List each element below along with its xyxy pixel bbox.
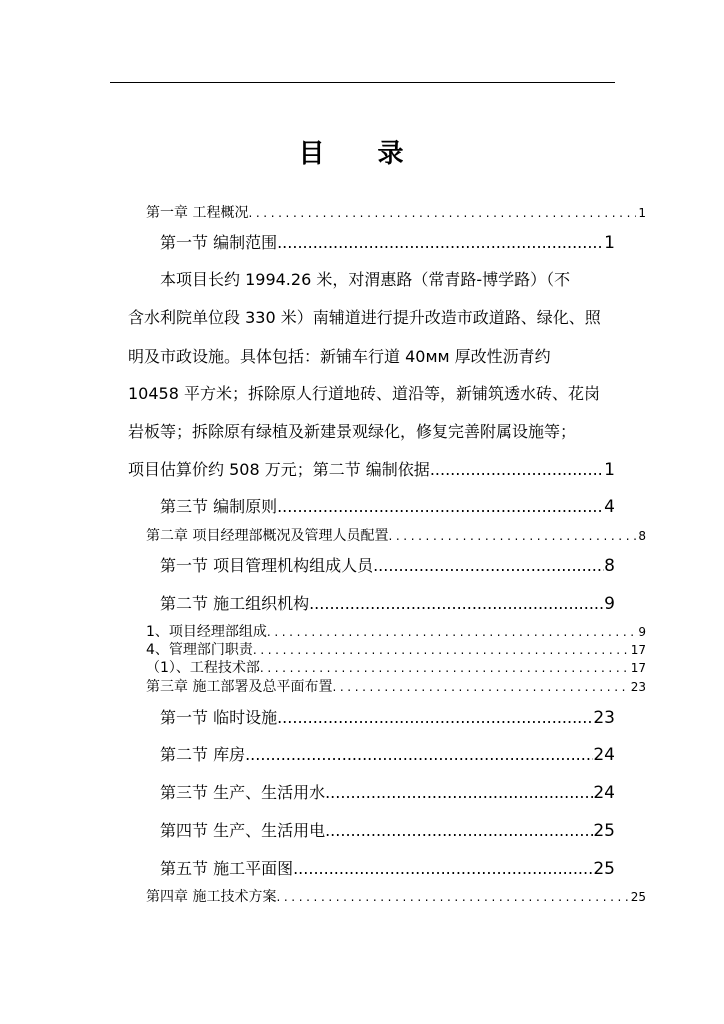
toc-page: 1 bbox=[604, 233, 615, 253]
body-text-line: 含水利院单位段 330 米）南辅道进行提升改造市政道路、绿化、照 bbox=[128, 308, 601, 327]
toc-leader bbox=[276, 890, 628, 904]
toc-label: 第二章 项目经理部概况及管理人员配置 bbox=[146, 528, 389, 544]
toc-page: 17 bbox=[630, 643, 646, 657]
toc-label: 第四章 施工技术方案 bbox=[146, 889, 277, 905]
toc-leader bbox=[253, 643, 629, 657]
toc-page: 8 bbox=[638, 529, 646, 543]
toc-page: 25 bbox=[593, 821, 615, 841]
toc-entry[interactable] bbox=[146, 621, 646, 641]
toc-page: 23 bbox=[593, 708, 615, 728]
toc-entry[interactable] bbox=[146, 525, 646, 545]
page-title: 目 录 bbox=[298, 139, 426, 169]
toc-label: 第一节 项目管理机构组成人员 bbox=[160, 556, 374, 575]
toc-entry[interactable] bbox=[146, 676, 646, 696]
toc-entry[interactable] bbox=[160, 705, 615, 728]
toc-leader bbox=[245, 745, 593, 764]
toc-label: 第二节 施工组织机构 bbox=[160, 594, 310, 613]
toc-page: 4 bbox=[604, 497, 615, 517]
toc-page: 24 bbox=[593, 745, 615, 765]
toc-entry[interactable] bbox=[146, 202, 646, 222]
toc-page: 8 bbox=[604, 556, 615, 576]
body-text-line: 本项目长约 1994.26 米，对渭惠路（常青路-博学路）（不 bbox=[160, 270, 571, 289]
toc-label: 第三节 生产、生活用水 bbox=[160, 783, 326, 802]
toc-page: 9 bbox=[638, 625, 646, 639]
toc-leader bbox=[309, 594, 604, 613]
toc-page: 23 bbox=[630, 680, 646, 694]
body-text-line: 岩板等；拆除原有绿植及新建景观绿化，修复完善附属设施等； bbox=[128, 422, 577, 441]
toc-entry[interactable] bbox=[160, 856, 615, 879]
toc-label: 4、管理部门职责 bbox=[146, 642, 253, 658]
body-text-line: 明及市政设施。具体包括：新铺车行道 40ᴍᴍ 厚改性沥青约 bbox=[128, 347, 551, 366]
toc-label: 第三章 施工部署及总平面布置 bbox=[146, 679, 333, 695]
toc-page: 25 bbox=[630, 890, 646, 904]
toc-page: 9 bbox=[604, 594, 615, 614]
toc-entry[interactable] bbox=[160, 494, 615, 517]
toc-entry[interactable] bbox=[160, 780, 615, 803]
toc-entry[interactable] bbox=[160, 818, 615, 841]
toc-leader bbox=[248, 206, 636, 220]
body-text-prefix: 项目估算价约 508 万元； bbox=[128, 460, 313, 479]
toc-entry[interactable] bbox=[146, 639, 646, 659]
toc-leader bbox=[332, 680, 628, 694]
toc-entry[interactable] bbox=[146, 886, 646, 906]
toc-label: 第五节 施工平面图 bbox=[160, 859, 294, 878]
toc-entry[interactable] bbox=[160, 591, 615, 614]
toc-leader bbox=[373, 556, 604, 575]
toc-leader bbox=[388, 529, 636, 543]
toc-leader bbox=[325, 783, 593, 802]
toc-page: 25 bbox=[593, 859, 615, 879]
toc-entry[interactable] bbox=[160, 553, 615, 576]
toc-label: （1）、工程技术部 bbox=[146, 660, 260, 676]
toc-entry[interactable] bbox=[160, 230, 615, 253]
toc-leader bbox=[277, 497, 604, 516]
toc-page: 1 bbox=[638, 206, 646, 220]
toc-label: 第二节 编制依据 bbox=[312, 460, 430, 479]
toc-leader bbox=[267, 625, 636, 639]
toc-leader bbox=[430, 460, 604, 479]
toc-leader bbox=[277, 233, 604, 252]
toc-entry-mixed[interactable] bbox=[128, 457, 615, 480]
toc-label: 第二节 库房 bbox=[160, 745, 246, 764]
toc-label: 第一节 编制范围 bbox=[160, 233, 278, 252]
header-rule bbox=[110, 82, 615, 83]
toc-leader bbox=[260, 661, 629, 675]
toc-leader bbox=[325, 821, 593, 840]
toc-page: 1 bbox=[604, 460, 615, 480]
toc-label: 1、项目经理部组成 bbox=[146, 624, 267, 640]
toc-leader bbox=[293, 859, 593, 878]
toc-entry[interactable] bbox=[146, 657, 646, 677]
body-text-line: 10458 平方米；拆除原人行道地砖、道沿等，新铺筑透水砖、花岗 bbox=[128, 384, 600, 403]
toc-leader bbox=[277, 708, 593, 727]
toc-label: 第一节 临时设施 bbox=[160, 708, 278, 727]
toc-label: 第三节 编制原则 bbox=[160, 497, 278, 516]
toc-page: 17 bbox=[630, 661, 646, 675]
toc-label: 第四节 生产、生活用电 bbox=[160, 821, 326, 840]
toc-label: 第一章 工程概况 bbox=[146, 205, 249, 221]
toc-entry[interactable] bbox=[160, 742, 615, 765]
toc-page: 24 bbox=[593, 783, 615, 803]
